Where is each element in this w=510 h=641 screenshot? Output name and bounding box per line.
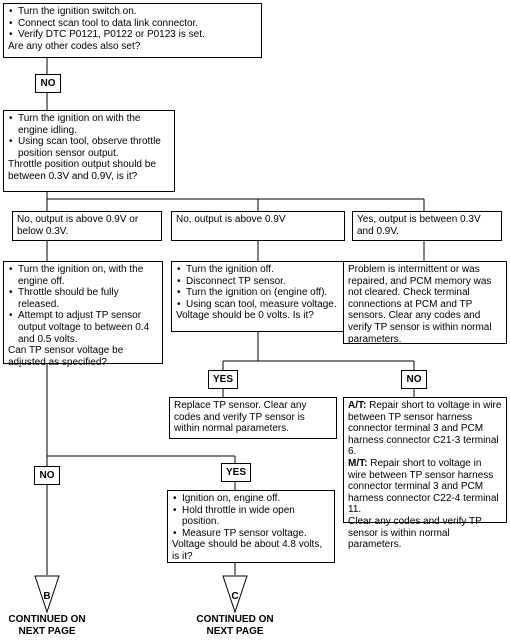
at-prefix: A/T:	[348, 400, 367, 411]
step-item: • Turn the ignition off.	[176, 264, 340, 276]
step-item: • Connect scan tool to data link connector.	[8, 18, 257, 30]
output-in-range-box	[352, 211, 502, 241]
step-item: • Turn the ignition on, with the engine off.	[8, 264, 158, 287]
replace-tp-sensor-box	[169, 397, 337, 439]
yes-label: YES	[221, 463, 251, 482]
connector-c-letter: C	[231, 591, 239, 602]
mt-repair-text	[348, 458, 502, 516]
step-item: • Verify DTC P0121, P0122 or P0123 is set.	[8, 29, 257, 41]
step-item: • Turn the ignition on (engine off).	[176, 287, 340, 299]
no-label: NO	[35, 74, 61, 93]
step-question: Throttle position output should be between 0.3V and 0.9V, is it?	[8, 159, 156, 182]
yes-label: YES	[208, 370, 238, 389]
connector-b-letter: B	[43, 591, 51, 602]
step-item: • Hold throttle in wide open position.	[172, 505, 330, 528]
step-item: • Measure TP sensor voltage.	[172, 528, 330, 540]
adjust-tp-sensor-box	[3, 261, 163, 368]
step-item: • Turn the ignition switch on.	[8, 6, 257, 18]
result-text: No, output is above 0.9V or below 0.3V.	[17, 214, 139, 237]
at-text: Repair short to voltage in wire between TP sensor harness connector terminal 3 and PCM harness connector C21-3 terminal 6.	[348, 400, 502, 458]
result-text: No, output is above 0.9V	[176, 214, 286, 225]
repair-short-box	[343, 397, 507, 551]
mt-prefix: M/T:	[348, 457, 368, 469]
result-text: Replace TP sensor. Clear any codes and verify TP sensor is within normal parameters.	[174, 400, 307, 435]
wide-open-throttle-box	[167, 490, 335, 563]
step-question: Can TP sensor voltage be adjusted as specified?	[8, 345, 124, 368]
step-item: • Ignition on, engine off.	[172, 493, 330, 505]
throttle-output-step-box	[3, 110, 175, 192]
step-item: • Using scan tool, observe throttle position sensor output.	[8, 136, 170, 159]
step-question: Are any other codes also set?	[8, 40, 141, 52]
no-label: NO	[401, 370, 427, 389]
step-item: • Throttle should be fully released.	[8, 287, 158, 310]
repair-tail-text: Clear any codes and verify TP sensor is within normal parameters.	[348, 515, 482, 551]
step-item: • Attempt to adjust TP sensor output voltage to between 0.4 and 0.5 volts.	[8, 310, 158, 345]
at-repair-text	[348, 400, 502, 458]
start-step-box	[3, 3, 262, 58]
step-question: Voltage should be about 4.8 volts, is it?	[172, 539, 323, 562]
intermittent-problem-box	[343, 261, 507, 344]
disconnect-tp-sensor-box	[171, 261, 345, 332]
step-item: • Turn the ignition on with the engine idling.	[8, 113, 170, 136]
step-item: • Using scan tool, measure voltage.	[176, 299, 340, 311]
continued-on-next-page-b: CONTINUED ON NEXT PAGE	[8, 614, 86, 637]
continued-on-next-page-c: CONTINUED ON NEXT PAGE	[196, 614, 274, 637]
output-out-of-range-box	[12, 211, 162, 241]
mt-text: Repair short to voltage in wire between TP sensor harness connector terminal 3 and PCM harness connector C22-4 terminal 11.	[348, 457, 499, 516]
output-above-box	[171, 211, 345, 241]
step-item: • Disconnect TP sensor.	[176, 276, 340, 288]
result-text: Problem is intermittent or was repaired, and PCM memory was not cleared. Check terminal connections at PCM and TP sensors. Clear any codes and verify TP sensor is within normal parameters.	[348, 264, 492, 345]
step-question: Voltage should be 0 volts. Is it?	[176, 310, 314, 322]
result-text: Yes, output is between 0.3V and 0.9V.	[357, 214, 481, 237]
no-label: NO	[34, 466, 60, 485]
